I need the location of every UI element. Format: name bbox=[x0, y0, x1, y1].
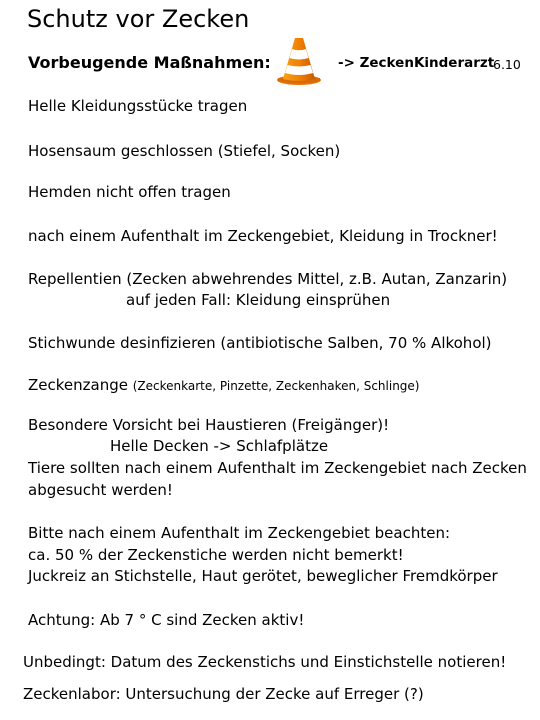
item-repellent-detail: auf jeden Fall: Kleidung einsprühen bbox=[126, 291, 391, 309]
tongs-detail: (Zeckenkarte, Pinzette, Zeckenhaken, Schlinge) bbox=[132, 379, 420, 393]
item-pets-blankets: Helle Decken -> Schlafplätze bbox=[110, 437, 329, 455]
item-pets-search-cont: abgesucht werden! bbox=[28, 481, 173, 499]
item-unnoticed-bites: ca. 50 % der Zeckenstiche werden nicht bemerkt! bbox=[28, 546, 404, 564]
kinderarzt-link[interactable]: -> ZeckenKinderarzt bbox=[338, 55, 495, 71]
item-shirts: Hemden nicht offen tragen bbox=[28, 183, 231, 201]
item-disinfect: Stichwunde desinfizieren (antibiotische Salben, 70 % Alkohol) bbox=[28, 334, 492, 352]
version-label: 6.10 bbox=[493, 57, 521, 72]
item-symptoms: Juckreiz an Stichstelle, Haut gerötet, beweglicher Fremdkörper bbox=[28, 567, 498, 585]
tongs-label: Zeckenzange bbox=[28, 376, 128, 394]
item-clothing-bright: Helle Kleidungsstücke tragen bbox=[28, 97, 248, 115]
item-tongs bbox=[28, 375, 419, 397]
item-hem-closed: Hosensaum geschlossen (Stiefel, Socken) bbox=[28, 142, 341, 160]
item-pets-search: Tiere sollten nach einem Aufenthalt im Zeckengebiet nach Zecken bbox=[28, 459, 527, 477]
item-repellent: Repellentien (Zecken abwehrendes Mittel, z.B. Autan, Zanzarin) bbox=[28, 270, 508, 288]
vlc-cone-icon bbox=[276, 36, 322, 86]
item-caution: Achtung: Ab 7 ° C sind Zecken aktiv! bbox=[28, 611, 305, 629]
item-note-date: Unbedingt: Datum des Zeckenstichs und Einstichstelle notieren! bbox=[23, 653, 507, 671]
item-after-visit: Bitte nach einem Aufenthalt im Zeckengebiet beachten: bbox=[28, 524, 450, 542]
item-lab: Zeckenlabor: Untersuchung der Zecke auf Erreger (?) bbox=[23, 685, 424, 703]
subtitle: Vorbeugende Maßnahmen: bbox=[28, 53, 271, 72]
item-dryer: nach einem Aufenthalt im Zeckengebiet, Kleidung in Trockner! bbox=[28, 227, 498, 245]
item-pets: Besondere Vorsicht bei Haustieren (Freigänger)! bbox=[28, 416, 390, 434]
page-title: Schutz vor Zecken bbox=[27, 5, 250, 33]
